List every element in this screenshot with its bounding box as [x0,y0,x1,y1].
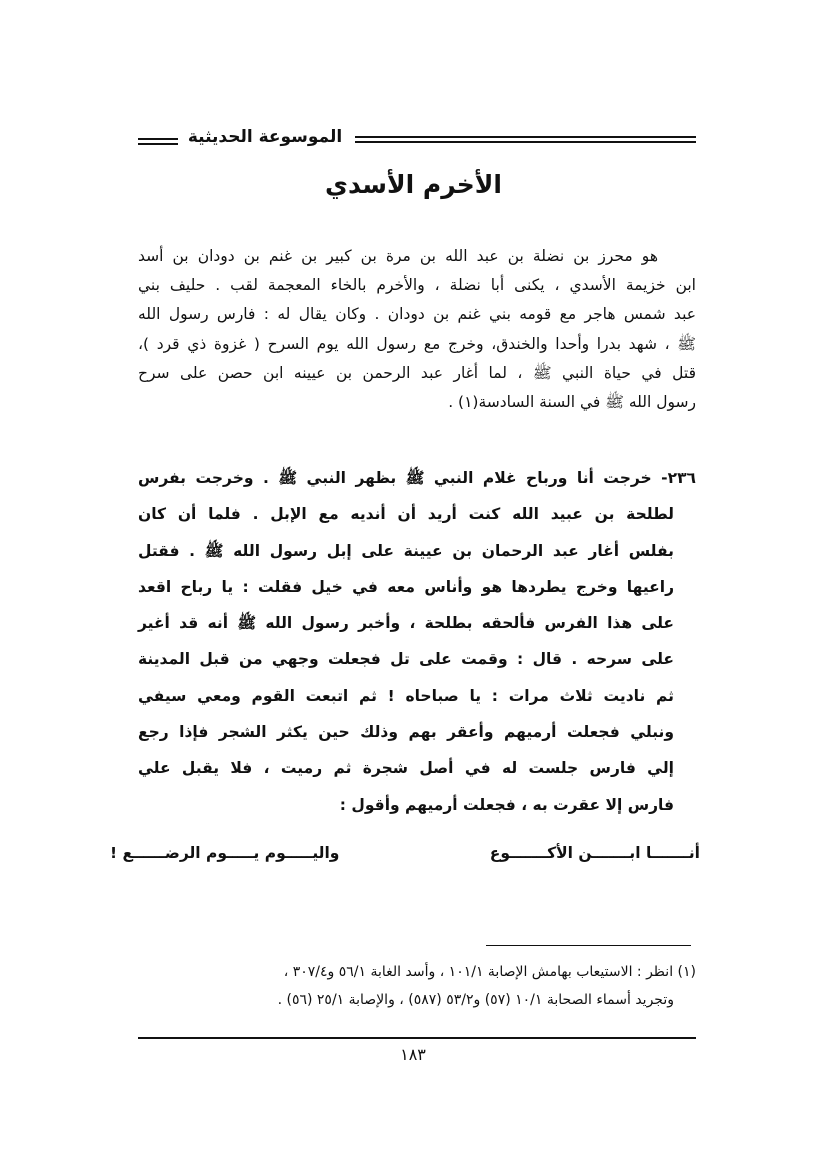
footnote-separator [486,945,691,946]
bio-line: هو محرز بن نضلة بن عبد الله بن مرة بن كبير بن غنم بن دودان بن أسد [138,247,658,265]
hadith-line: ٢٣٦- خرجت أنا ورباح غلام النبي ﷺ بظهر النبي ﷺ . وخرجت بفرس [138,469,696,487]
footnote-line: وتجريد أسماء الصحابة ١٠/١ (٥٧) و٥٣/٢ (٥٨٧) ، والإصابة ٢٥/١ (٥٦) . [277,992,674,1008]
footnotes [138,958,696,1014]
running-title: الموسوعة الحديثية [187,127,343,147]
hadith-line: على هذا الفرس فألحقه بطلحة ، وأخبر رسول الله ﷺ أنه قد أغير [138,614,674,633]
verse-hemistich-second: واليـــــوم يـــــوم الرضــــــع ! [110,844,340,862]
header-rule-right-top [355,136,696,138]
entry-title: الأخرم الأسدي [325,170,502,199]
hadith-line: راعيها وخرج يطردها هو وأناس معه في خيل فقلت : يا رباح اقعد [138,577,674,596]
poetry-verse [110,838,700,868]
hadith-text [138,460,696,823]
header-rule-left-top [138,138,178,140]
header-rule-right-bottom [355,141,696,143]
hadith-line: ونبلي فجعلت أرميهم وأعقر بهم وذلك حين يكثر الشجر فإذا رجع [138,723,674,742]
hadith-line: على سرحه . قال : وقمت على تل فجعلت وجهي من قبل المدينة [138,650,674,669]
biography-paragraph [138,242,696,417]
verse-hemistich-first: أنـــــــا ابـــــــن الأكـــــــوع [489,844,700,862]
page-number: ١٨٣ [400,1045,426,1064]
footnote-line: (١) انظر : الاستيعاب بهامش الإصابة ١٠١/١ ، وأسد الغابة ٥٦/١ و٣٠٧/٤ ، [283,964,696,980]
bio-line: ﷺ ، شهد بدرا وأحدا والخندق، وخرج مع رسول الله يوم السرح ( غزوة ذي قرد )، [138,334,696,353]
bio-line: قتل في حياة النبي ﷺ ، لما أغار عبد الرحمن بن عيينه ابن حصن على سرح [138,363,696,382]
hadith-line: فارس إلا عقرت به ، فجعلت أرميهم وأقول : [339,795,674,814]
bio-line: عبد شمس هاجر مع قومه بني غنم بن دودان . وكان يقال له : فارس رسول الله [138,305,696,324]
bio-line: رسول الله ﷺ في السنة السادسة(١) . [448,393,696,412]
bio-line: ابن خزيمة الأسدي ، يكنى أبا نضلة ، والأخرم بالخاء المعجمة لقب . حليف بني [138,276,696,295]
header-rule-left-bottom [138,143,178,145]
hadith-line: إلي فارس جلست له في أصل شجرة ثم رميت ، فلا يقبل علي [138,759,674,778]
bottom-rule [138,1037,696,1039]
hadith-line: ثم ناديت ثلاث مرات : يا صباحاه ! ثم اتبعت القوم ومعي سيفي [138,686,674,705]
hadith-line: بفلس أغار عبد الرحمان بن عيينة على إبل رسول الله ﷺ . فقتل [138,541,674,560]
hadith-line: لطلحة بن عبيد الله كنت أريد أن أنديه مع الإبل . فلما أن كان [138,505,674,524]
